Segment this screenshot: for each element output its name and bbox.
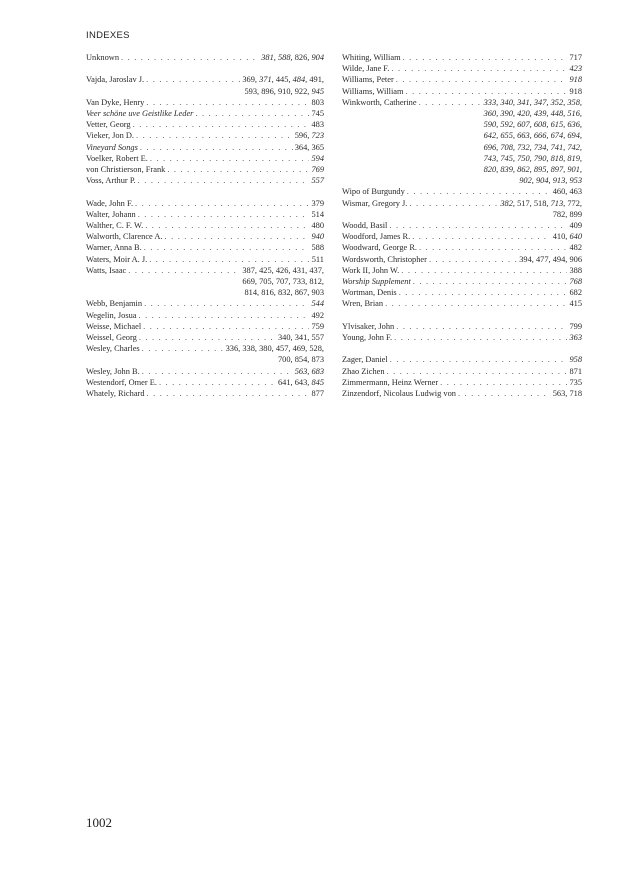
- leader-dots: [389, 220, 567, 231]
- leader-dots: [139, 332, 276, 343]
- page-ref: 669, 705, 707, 733, 812,: [242, 277, 324, 287]
- page-ref: 387, 425, 426, 431, 437,: [242, 265, 324, 275]
- leader-dots: [387, 366, 568, 377]
- leader-dots: [440, 377, 567, 388]
- entry-pages: [569, 265, 582, 276]
- entry-name: Wren, Brian: [342, 299, 384, 309]
- entry-name: Wilde, Jane F.: [342, 64, 390, 74]
- leader-dots: [419, 97, 482, 108]
- entry-pages: [311, 119, 324, 130]
- page-ref: 381: [261, 53, 274, 62]
- entry-pages: [311, 198, 324, 209]
- entry-name: Wesley, John B.: [86, 366, 140, 376]
- entry-pages: [311, 388, 324, 399]
- entry-pages-continued: [342, 130, 582, 141]
- leader-dots: [409, 198, 498, 209]
- page-ref: 369,: [242, 75, 260, 85]
- entry-pages: [311, 164, 324, 175]
- page-ref: 410,: [552, 232, 570, 242]
- page-ref: 360, 390, 420, 439, 448, 516,: [483, 109, 582, 119]
- entry-pages: [242, 74, 324, 85]
- entry-name: Zimmermann, Heinz Werner: [342, 377, 439, 387]
- page-ref: 918: [569, 86, 582, 96]
- entry-name: Woodd, Basil: [342, 221, 388, 231]
- page-ref: 759: [311, 321, 324, 331]
- index-entry: [86, 377, 324, 388]
- entry-name: Voelker, Robert E.: [86, 153, 148, 163]
- leader-dots: [142, 343, 224, 354]
- leader-dots: [396, 74, 568, 85]
- page-ref: , 445,: [271, 75, 293, 85]
- entry-pages: [569, 242, 582, 253]
- leader-dots: [144, 298, 309, 309]
- index-entry: [342, 388, 582, 399]
- page-ref: 594: [311, 153, 324, 163]
- entry-name: Walter, Johann: [86, 209, 136, 219]
- entry-name: Vajda, Jaroslav J.: [86, 75, 145, 85]
- leader-dots: [136, 130, 293, 141]
- leader-dots: [144, 242, 310, 253]
- leader-dots: [399, 287, 568, 298]
- leader-dots: [147, 388, 310, 399]
- entry-pages: [261, 52, 324, 63]
- leader-dots: [391, 63, 567, 74]
- entry-name: Wegelin, Josua: [86, 310, 137, 320]
- index-entry: [342, 63, 582, 74]
- index-entry: [342, 287, 582, 298]
- index-entry: [86, 388, 324, 399]
- index-entry: [86, 108, 324, 119]
- entry-name: Waters, Moir A. J.: [86, 254, 148, 264]
- page-ref: 700, 854, 873: [277, 355, 324, 365]
- page-ref: 782, 899: [552, 209, 582, 219]
- leader-dots: [128, 265, 240, 276]
- entry-pages-continued: [342, 153, 582, 164]
- entry-pages: [519, 254, 582, 265]
- entry-pages-continued: [342, 119, 582, 130]
- page-ref: 596,: [294, 131, 312, 141]
- index-entry: [86, 97, 324, 108]
- entry-pages: [569, 86, 582, 97]
- entry-pages: [312, 254, 324, 265]
- leader-dots: [121, 52, 259, 63]
- index-entry: [86, 231, 324, 242]
- entry-pages: [569, 74, 582, 85]
- letter-group-gap: [86, 63, 324, 74]
- index-entry: [342, 97, 582, 187]
- page-ref: 588: [311, 243, 324, 253]
- index-entry: [342, 332, 582, 343]
- page-ref: 382: [500, 198, 513, 208]
- entry-pages: [569, 287, 582, 298]
- page-ref: 735: [569, 377, 582, 387]
- leader-dots: [403, 52, 568, 63]
- page-ref: 682: [569, 288, 582, 298]
- entry-pages: [569, 377, 582, 388]
- index-entry: [342, 231, 582, 242]
- entry-name: Walther, C. F. W.: [86, 221, 144, 231]
- entry-pages: [311, 175, 324, 186]
- entry-name: Wade, John F.: [86, 198, 134, 208]
- leader-dots: [143, 321, 309, 332]
- entry-name: Vetter, Georg: [86, 120, 131, 130]
- entry-pages-continued: [86, 287, 324, 298]
- index-entry: [342, 377, 582, 388]
- page-ref: 423: [569, 64, 582, 74]
- index-entry: [86, 254, 324, 265]
- page-ref: , 491,: [305, 75, 324, 85]
- letter-group-gap: [86, 186, 324, 197]
- page-ref: 717: [569, 53, 582, 62]
- entry-name: Unknown: [86, 53, 120, 62]
- page-ref: 563, 718: [552, 389, 582, 399]
- index-entry: [342, 265, 582, 276]
- leader-dots: [150, 153, 310, 164]
- entry-name: Warner, Anna B.: [86, 243, 142, 253]
- entry-name: Zhao Zichen: [342, 366, 385, 376]
- index-entry: [86, 175, 324, 186]
- entry-pages-continued: [342, 209, 582, 220]
- leader-dots: [413, 276, 568, 287]
- leader-dots: [138, 175, 310, 186]
- entry-name: Williams, William: [342, 86, 404, 96]
- entry-pages: [311, 231, 324, 242]
- entry-name: Voss, Arthur P.: [86, 176, 136, 186]
- entry-name: Whiting, William: [342, 53, 401, 62]
- page-ref: 871: [569, 366, 582, 376]
- index-entry: [86, 366, 324, 377]
- entry-pages: [553, 231, 582, 242]
- entry-name: Winkworth, Catherine: [342, 97, 417, 107]
- entry-pages: [553, 186, 582, 197]
- entry-name: Van Dyke, Henry: [86, 97, 145, 107]
- entry-pages: [278, 377, 324, 388]
- entry-pages: [311, 310, 324, 321]
- index-entry: [342, 186, 582, 197]
- leader-dots: [138, 209, 310, 220]
- index-entry: [342, 366, 582, 377]
- entry-pages: [311, 220, 324, 231]
- entry-name: Zinzendorf, Nicolaus Ludwig von: [342, 389, 456, 399]
- index-entry: [86, 74, 324, 96]
- entry-pages-continued: [86, 354, 324, 365]
- leader-dots: [146, 74, 240, 85]
- entry-pages: [311, 209, 324, 220]
- page-ref: 768: [569, 277, 582, 287]
- index-column-left: [86, 52, 324, 399]
- index-entry: [86, 298, 324, 309]
- entry-pages: [569, 63, 582, 74]
- page-ref: 918: [569, 75, 582, 85]
- page-ref: 415: [569, 299, 582, 309]
- index-entry: [86, 242, 324, 253]
- entry-name: Veer schöne uve Geistlike Leder: [86, 109, 194, 118]
- page-ref: 563, 683: [294, 366, 324, 376]
- page-ref: 484: [292, 75, 306, 85]
- entry-pages: [569, 52, 582, 63]
- index-entry: [86, 164, 324, 175]
- page-ref: 480: [311, 221, 324, 231]
- entry-name: Work II, John W.: [342, 265, 400, 275]
- index-entry: [86, 119, 324, 130]
- index-entry: [86, 153, 324, 164]
- entry-pages: [311, 298, 324, 309]
- index-entry: [342, 242, 582, 253]
- index-entry: [86, 198, 324, 209]
- index-entry: [342, 86, 582, 97]
- page-ref: 814, 816, 832, 867, 903: [244, 288, 324, 298]
- page-ref: 544: [311, 299, 324, 309]
- index-entry: [342, 254, 582, 265]
- page-ref: 940: [311, 232, 324, 242]
- leader-dots: [139, 310, 310, 321]
- entry-pages: [295, 366, 324, 377]
- index-entry: [342, 74, 582, 85]
- page-ref: 640: [569, 232, 582, 242]
- entry-pages-continued: [86, 276, 324, 287]
- page-ref: 511: [311, 254, 324, 264]
- leader-dots: [159, 377, 276, 388]
- page-ref: , 826,: [290, 53, 312, 62]
- entry-pages: [553, 388, 582, 399]
- page-ref: 769: [311, 165, 324, 175]
- entry-pages: [569, 366, 582, 377]
- entry-name: Williams, Peter: [342, 75, 394, 85]
- page-number: 1002: [86, 815, 112, 830]
- leader-dots: [396, 321, 567, 332]
- leader-dots: [149, 254, 310, 265]
- page-ref: 641, 643,: [277, 377, 312, 387]
- page-ref: , 772,: [563, 198, 582, 208]
- leader-dots: [385, 298, 567, 309]
- entry-name: Watts, Isaac: [86, 265, 127, 275]
- index-entry: [86, 343, 324, 365]
- page-ref: 588: [277, 53, 291, 62]
- index-entry: [342, 298, 582, 309]
- entry-name: Wortman, Denis: [342, 288, 397, 298]
- page-ref: 590, 592, 607, 608, 615, 636,: [483, 120, 582, 130]
- entry-name: von Christierson, Frank: [86, 165, 166, 175]
- entry-pages-continued: [86, 86, 324, 97]
- index-entry: [86, 321, 324, 332]
- page-ref: 409: [569, 221, 582, 231]
- entry-name: Weisse, Michael: [86, 321, 142, 331]
- entry-name: Wesley, Charles: [86, 344, 140, 354]
- entry-pages: [226, 343, 324, 354]
- entry-pages: [311, 153, 324, 164]
- entry-pages-continued: [342, 142, 582, 153]
- index-entry: [86, 209, 324, 220]
- entry-pages: [569, 220, 582, 231]
- entry-pages: [569, 276, 582, 287]
- entry-name: Zager, Daniel: [342, 355, 388, 365]
- page-ref: 482: [569, 243, 582, 253]
- page-ref: 696, 708, 732, 734, 741, 742,: [483, 142, 582, 152]
- entry-pages: [278, 332, 324, 343]
- page-ref: 364, 365: [294, 142, 324, 152]
- leader-dots: [401, 265, 567, 276]
- leader-dots: [146, 97, 309, 108]
- leader-dots: [458, 388, 551, 399]
- page-ref: 379: [311, 198, 324, 208]
- entry-pages: [295, 130, 324, 141]
- page-ref: 514: [311, 209, 324, 219]
- index-entry: [86, 332, 324, 343]
- entry-pages-continued: [342, 175, 582, 186]
- letter-group-gap: [342, 343, 582, 354]
- entry-pages-continued: [342, 164, 582, 175]
- index-entry: [86, 52, 324, 63]
- entry-name: Woodward, George R.: [342, 243, 417, 253]
- page-ref: 483: [311, 120, 324, 130]
- leader-dots: [165, 231, 310, 242]
- leader-dots: [145, 220, 309, 231]
- page-ref: ,: [273, 53, 278, 62]
- entry-name: Vieker, Jon D.: [86, 131, 135, 141]
- leader-dots: [195, 108, 309, 119]
- entry-pages: [311, 242, 324, 253]
- page-ref: 743, 745, 750, 790, 818, 819,: [483, 153, 582, 163]
- entry-pages: [242, 265, 324, 276]
- leader-dots: [390, 354, 568, 365]
- page-ref: 371: [259, 75, 272, 85]
- page-ref: 336, 338, 380, 457, 469, 528,: [225, 344, 324, 354]
- entry-name: Ylvisaker, John: [342, 321, 395, 331]
- entry-pages: [569, 354, 582, 365]
- leader-dots: [167, 164, 309, 175]
- index-entry: [342, 52, 582, 63]
- entry-pages: [484, 97, 582, 108]
- leader-dots: [394, 332, 567, 343]
- page-ref: 388: [569, 265, 582, 275]
- page-ref: 845: [311, 377, 324, 387]
- section-title: INDEXES: [86, 30, 130, 41]
- page-ref: 945: [311, 86, 324, 96]
- page-ref: 593, 896, 910, 922,: [244, 86, 312, 96]
- entry-name: Wordsworth, Christopher: [342, 254, 427, 264]
- page-ref: 958: [569, 355, 582, 365]
- entry-pages: [500, 198, 582, 209]
- page-ref: 340, 341, 557: [277, 333, 324, 343]
- page-ref: 803: [311, 97, 324, 107]
- entry-name: Walworth, Clarence A.: [86, 232, 163, 242]
- page-ref: 902, 904, 913, 953: [519, 176, 582, 186]
- page-ref: 904: [311, 53, 324, 62]
- index-entry: [86, 220, 324, 231]
- page-ref: 492: [311, 310, 324, 320]
- entry-pages: [569, 321, 582, 332]
- leader-dots: [407, 186, 551, 197]
- index-entry: [86, 130, 324, 141]
- leader-dots: [133, 119, 310, 130]
- entry-pages: [569, 332, 582, 343]
- leader-dots: [142, 366, 293, 377]
- leader-dots: [429, 254, 517, 265]
- entry-name: Young, John F.: [342, 333, 393, 343]
- entry-pages: [311, 97, 324, 108]
- entry-pages: [295, 142, 324, 153]
- entry-name: Westendorf, Omer E.: [86, 377, 157, 387]
- leader-dots: [412, 231, 551, 242]
- index-entry: [342, 220, 582, 231]
- page-ref: 820, 839, 862, 895, 897, 901,: [483, 165, 582, 175]
- entry-pages-continued: [342, 108, 582, 119]
- page-ref: 877: [311, 389, 324, 399]
- entry-pages: [311, 321, 324, 332]
- entry-name: Woodford, James R.: [342, 232, 411, 242]
- leader-dots: [419, 242, 567, 253]
- leader-dots: [135, 198, 309, 209]
- index-column-right: [342, 52, 582, 399]
- page-ref: , 517, 518,: [512, 198, 551, 208]
- index-entry: [86, 265, 324, 299]
- entry-pages: [569, 298, 582, 309]
- entry-name: Vineyard Songs: [86, 142, 138, 152]
- entry-name: Worship Supplement: [342, 277, 411, 287]
- entry-name: Webb, Benjamin: [86, 299, 143, 309]
- entry-name: Whately, Richard: [86, 389, 145, 399]
- index-entry: [342, 198, 582, 220]
- entry-pages: [311, 108, 324, 119]
- entry-name: Wismar, Gregory J.: [342, 198, 408, 208]
- entry-name: Weissel, Georg: [86, 333, 137, 343]
- page-ref: 713: [550, 198, 564, 208]
- page-ref: 460, 463: [552, 187, 582, 197]
- page-ref: 642, 655, 663, 666, 674, 694,: [483, 131, 582, 141]
- leader-dots: [140, 142, 293, 153]
- page-ref: 394, 477, 494, 906: [519, 254, 582, 264]
- page-ref: 363: [569, 333, 582, 343]
- index-entry: [342, 321, 582, 332]
- page-ref: 723: [311, 131, 324, 141]
- page-ref: 745: [311, 109, 324, 118]
- page-ref: 799: [569, 321, 582, 331]
- page-ref: 557: [311, 176, 324, 186]
- leader-dots: [406, 86, 568, 97]
- letter-group-gap: [342, 310, 582, 321]
- index-entry: [86, 310, 324, 321]
- entry-name: Wipo of Burgundy: [342, 187, 405, 197]
- index-entry: [342, 354, 582, 365]
- page-ref: 333, 340, 341, 347, 352, 358,: [483, 97, 582, 107]
- index-entry: [86, 142, 324, 153]
- index-entry: [342, 276, 582, 287]
